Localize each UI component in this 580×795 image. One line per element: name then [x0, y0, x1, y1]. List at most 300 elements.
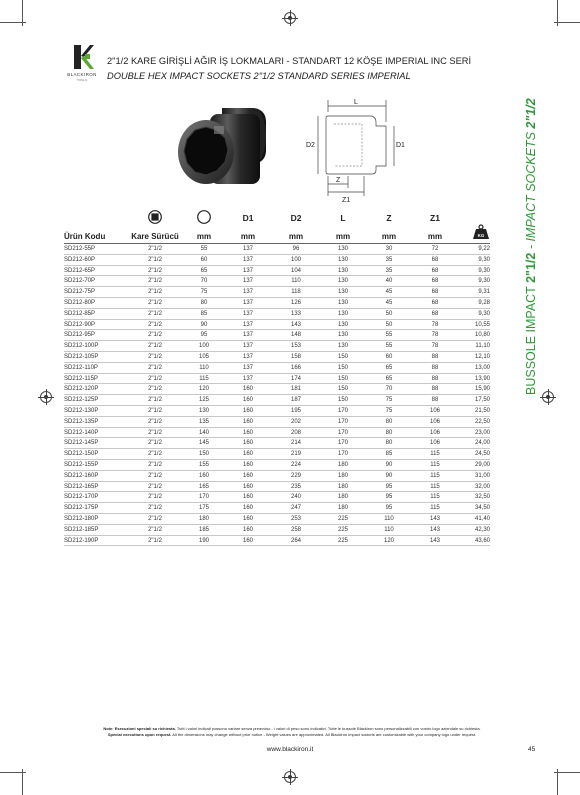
cell-code: SD212-150P — [64, 451, 99, 458]
cell-weight: 24,50 — [474, 451, 490, 458]
cell-weight: 32,00 — [474, 483, 490, 490]
cell-d2: 247 — [290, 505, 301, 512]
header-z1: Z1 — [430, 213, 440, 223]
cell-l: 180 — [337, 461, 348, 468]
cell-z: 95 — [385, 483, 393, 490]
cell-drive: 2"1/2 — [148, 397, 162, 404]
dim-label-d1: D1 — [396, 142, 405, 149]
cell-z: 80 — [385, 429, 393, 436]
cell-drive: 2"1/2 — [148, 515, 162, 522]
header-z: Z — [386, 213, 392, 223]
cell-size: 150 — [198, 451, 209, 458]
table-row — [64, 406, 490, 417]
table-icon-header — [64, 210, 490, 230]
cell-weight: 13,00 — [474, 364, 490, 371]
side-title-size1: 2"1/2 — [524, 252, 538, 283]
header-d1: D1 — [242, 213, 254, 223]
cell-code: SD212-80P — [64, 299, 96, 306]
cell-d2: 219 — [290, 451, 301, 458]
cell-drive: 2"1/2 — [148, 256, 162, 263]
socket-dimension-drawing — [300, 96, 415, 204]
cell-l: 130 — [337, 278, 348, 285]
cell-weight: 9,28 — [478, 299, 490, 306]
cell-code: SD212-100P — [64, 343, 99, 350]
cell-d1: 137 — [242, 256, 253, 263]
cell-z: 65 — [385, 364, 393, 371]
cell-drive: 2"1/2 — [148, 386, 162, 393]
header-square-drive: Kare Sürücü — [131, 232, 179, 241]
cell-size: 180 — [198, 515, 209, 522]
cell-code: SD212-160P — [64, 472, 99, 479]
cell-z1: 78 — [431, 343, 439, 350]
page-title-english: DOUBLE HEX IMPACT SOCKETS 2"1/2 STANDARD SERIES IMPERIAL — [107, 71, 411, 81]
crop-mark — [0, 22, 26, 23]
cell-drive: 2"1/2 — [148, 353, 162, 360]
cell-z: 90 — [385, 461, 393, 468]
cell-z: 80 — [385, 418, 393, 425]
cell-drive: 2"1/2 — [148, 246, 162, 252]
cell-drive: 2"1/2 — [148, 440, 162, 447]
cell-drive: 2"1/2 — [148, 494, 162, 501]
cell-code: SD212-155P — [64, 461, 99, 468]
cell-size: 105 — [198, 353, 209, 360]
cell-size: 145 — [198, 440, 209, 447]
cell-d2: 208 — [290, 429, 301, 436]
cell-size: 115 — [199, 375, 209, 382]
cell-size: 185 — [198, 526, 209, 533]
cell-d2: 187 — [290, 397, 301, 404]
cell-d2: 253 — [290, 515, 301, 522]
cell-code: SD212-115P — [64, 375, 98, 382]
cell-l: 130 — [337, 332, 348, 339]
cell-drive: 2"1/2 — [148, 299, 162, 306]
table-row — [64, 244, 490, 255]
cell-d2: 174 — [290, 375, 301, 382]
cell-drive: 2"1/2 — [148, 505, 162, 512]
cell-drive: 2"1/2 — [148, 278, 162, 285]
cell-d1: 160 — [242, 472, 253, 479]
cell-z1: 106 — [429, 429, 440, 436]
cell-code: SD212-190P — [64, 537, 99, 544]
cell-l: 150 — [337, 386, 348, 393]
cell-code: SD212-165P — [64, 483, 99, 490]
cell-drive: 2"1/2 — [148, 289, 162, 296]
note-italian-bold: Esecuzioni speciali su richiesta. — [114, 726, 176, 731]
cell-l: 130 — [337, 289, 348, 296]
cell-d2: 143 — [290, 321, 301, 328]
brand-name: BLACKIRON — [67, 72, 97, 77]
cell-l: 170 — [337, 429, 348, 436]
cell-size: 55 — [200, 246, 208, 252]
cell-d2: 240 — [290, 494, 301, 501]
cell-z1: 106 — [429, 440, 440, 447]
cell-size: 120 — [198, 386, 209, 393]
note-label: Note: — [103, 726, 114, 731]
cell-code: SD212-125P — [64, 397, 99, 404]
cell-weight: 12,10 — [474, 353, 490, 360]
cell-code: SD212-170P — [64, 494, 99, 501]
cell-drive: 2"1/2 — [148, 451, 162, 458]
cell-drive: 2"1/2 — [148, 310, 162, 317]
crop-mark — [554, 22, 580, 23]
cell-drive: 2"1/2 — [148, 407, 162, 414]
table-row — [64, 525, 490, 536]
cell-z: 50 — [385, 321, 393, 328]
cell-d1: 137 — [242, 332, 253, 339]
cell-l: 180 — [337, 483, 348, 490]
note-italian-text: Tutti i valori indicati possono variare senza preavviso - i valori di peso sono indicativi. Tutte le bussole Blackiron sono personalizzabili con vostro logo aziendale su richiesta. — [175, 726, 481, 731]
cell-z1: 115 — [430, 451, 440, 458]
cell-z: 85 — [385, 451, 393, 458]
cell-z: 70 — [385, 386, 393, 393]
cell-d1: 160 — [242, 526, 253, 533]
table-row — [64, 276, 490, 287]
cell-size: 90 — [200, 321, 208, 328]
cell-weight: 17,50 — [474, 397, 490, 404]
cell-l: 170 — [337, 440, 348, 447]
cell-l: 130 — [337, 321, 348, 328]
cell-d2: 104 — [290, 267, 301, 274]
cell-z1: 68 — [431, 299, 439, 306]
cell-drive: 2"1/2 — [148, 418, 162, 425]
cell-d1: 137 — [242, 353, 253, 360]
cell-d1: 137 — [242, 246, 253, 252]
cell-z: 120 — [383, 537, 394, 544]
cell-size: 155 — [198, 461, 209, 468]
cell-z: 90 — [385, 472, 393, 479]
weight-icon — [450, 224, 490, 240]
side-title-part2: - IMPACT SOCKETS — [524, 128, 538, 253]
cell-z: 40 — [385, 278, 393, 285]
cell-l: 170 — [337, 451, 348, 458]
cell-z1: 115 — [430, 494, 440, 501]
brand-sub: TOOLS — [76, 78, 88, 82]
table-row — [64, 341, 490, 352]
cell-z: 45 — [385, 299, 393, 306]
cell-drive: 2"1/2 — [148, 321, 162, 328]
cell-d2: 214 — [290, 440, 301, 447]
cell-d2: 235 — [290, 483, 301, 490]
cell-d1: 160 — [242, 386, 253, 393]
cell-z1: 68 — [431, 289, 439, 296]
cell-z: 80 — [385, 440, 393, 447]
table-row — [64, 395, 490, 406]
cell-code: SD212-175P — [64, 505, 99, 512]
cell-d2: 133 — [290, 310, 301, 317]
cell-z1: 115 — [430, 483, 440, 490]
cell-d1: 160 — [242, 461, 253, 468]
cell-z1: 88 — [431, 364, 439, 371]
cell-z1: 115 — [430, 461, 440, 468]
table-row — [64, 363, 490, 374]
cell-code: SD212-70P — [64, 278, 96, 285]
cell-z1: 88 — [431, 397, 439, 404]
cell-weight: 9,22 — [478, 246, 490, 252]
cell-drive: 2"1/2 — [148, 429, 162, 436]
footer-note — [64, 726, 520, 738]
socket-photo — [170, 100, 275, 195]
header-l-unit: mm — [335, 232, 351, 241]
table-row — [64, 287, 490, 298]
cell-code: SD212-120P — [64, 386, 99, 393]
table-row — [64, 255, 490, 266]
table-row — [64, 309, 490, 320]
socket-size-icon — [184, 210, 224, 226]
cell-weight: 32,50 — [474, 494, 490, 501]
table-row — [64, 492, 490, 503]
side-title-part1: BUSSOLE IMPACT — [524, 282, 538, 395]
cell-size: 95 — [200, 332, 208, 339]
table-row — [64, 320, 490, 331]
cell-weight: 31,00 — [474, 472, 490, 479]
cell-z: 50 — [385, 310, 393, 317]
dim-label-d2: D2 — [306, 142, 315, 149]
blackiron-logo-icon — [72, 44, 94, 70]
cell-weight: 43,60 — [474, 537, 490, 544]
cell-code: SD212-90P — [64, 321, 96, 328]
side-section-title — [524, 65, 538, 395]
cell-z: 55 — [385, 332, 393, 339]
cell-weight: 10,80 — [474, 332, 490, 339]
cell-weight: 21,50 — [474, 407, 490, 414]
cell-l: 130 — [337, 299, 348, 306]
cell-weight: 34,50 — [474, 505, 490, 512]
cell-size: 175 — [198, 505, 209, 512]
dim-label-l: L — [354, 99, 358, 106]
cell-l: 180 — [337, 494, 348, 501]
table-row — [64, 417, 490, 428]
table-unit-header — [64, 230, 490, 244]
cell-d2: 158 — [290, 353, 301, 360]
cell-drive: 2"1/2 — [148, 267, 162, 274]
product-table — [64, 210, 490, 546]
cell-l: 130 — [337, 343, 348, 350]
cell-d1: 160 — [242, 407, 253, 414]
table-row — [64, 471, 490, 482]
cell-code: SD212-145P — [64, 440, 99, 447]
registration-mark — [542, 391, 554, 403]
cell-z1: 106 — [429, 407, 440, 414]
table-row — [64, 503, 490, 514]
table-body — [64, 244, 490, 546]
cell-weight: 42,30 — [474, 526, 490, 533]
cell-d1: 160 — [242, 429, 253, 436]
note-english-text: All the dimensions may change without prior notice - Weight values are approximated. All Blackiron impact sockets are customizable with your company logo under request. — [171, 732, 477, 737]
cell-drive: 2"1/2 — [148, 364, 162, 371]
cell-d1: 137 — [242, 289, 253, 296]
cell-d2: 264 — [290, 537, 301, 544]
cell-z1: 72 — [431, 246, 439, 252]
cell-l: 130 — [337, 256, 348, 263]
cell-code: SD212-105P — [64, 353, 99, 360]
cell-code: SD212-55P — [64, 246, 96, 252]
cell-weight: 23,00 — [474, 429, 490, 436]
registration-mark — [284, 771, 296, 783]
cell-d1: 160 — [242, 537, 253, 544]
cell-drive: 2"1/2 — [148, 526, 162, 533]
header-size-unit: mm — [196, 232, 212, 241]
cell-size: 165 — [198, 483, 209, 490]
page-number: 45 — [528, 746, 536, 753]
cell-z: 65 — [385, 375, 393, 382]
cell-d1: 137 — [242, 278, 253, 285]
cell-drive: 2"1/2 — [148, 375, 162, 382]
cell-drive: 2"1/2 — [148, 461, 162, 468]
cell-d1: 137 — [242, 343, 253, 350]
cell-weight: 9,30 — [478, 310, 490, 317]
cell-z: 95 — [385, 505, 393, 512]
cell-l: 150 — [337, 397, 348, 404]
cell-d1: 160 — [242, 505, 253, 512]
cell-size: 160 — [198, 472, 209, 479]
note-english-bold: Special executions upon request. — [107, 732, 172, 737]
cell-d1: 160 — [242, 483, 253, 490]
cell-drive: 2"1/2 — [148, 343, 162, 350]
cell-l: 180 — [337, 505, 348, 512]
table-row — [64, 352, 490, 363]
cell-d2: 258 — [290, 526, 301, 533]
brand-logo — [62, 44, 102, 92]
cell-d2: 202 — [290, 418, 301, 425]
cell-d2: 181 — [290, 386, 301, 393]
cell-z1: 68 — [431, 310, 439, 317]
cell-z1: 115 — [430, 505, 440, 512]
cell-size: 140 — [198, 429, 209, 436]
cell-drive: 2"1/2 — [148, 537, 162, 544]
header-z1-unit: mm — [427, 232, 443, 241]
cell-z1: 78 — [431, 321, 439, 328]
cell-code: SD212-85P — [64, 310, 96, 317]
cell-z: 35 — [385, 256, 393, 263]
cell-weight: 15,90 — [474, 386, 490, 393]
header-product-code: Ürün Kodu — [64, 232, 106, 241]
header-d1-unit: mm — [240, 232, 256, 241]
cell-drive: 2"1/2 — [148, 472, 162, 479]
cell-size: 60 — [200, 256, 208, 263]
header-l: L — [340, 213, 346, 223]
table-row — [64, 460, 490, 471]
cell-d2: 153 — [290, 343, 301, 350]
cell-weight: 10,55 — [474, 321, 490, 328]
cell-l: 130 — [337, 246, 348, 252]
cell-l: 180 — [337, 472, 348, 479]
cell-d1: 137 — [242, 310, 253, 317]
cell-l: 225 — [337, 515, 348, 522]
cell-code: SD212-140P — [64, 429, 99, 436]
cell-d1: 160 — [242, 451, 253, 458]
cell-size: 75 — [200, 289, 208, 296]
cell-z1: 88 — [431, 375, 439, 382]
cell-z1: 143 — [429, 515, 440, 522]
cell-d2: 195 — [290, 407, 301, 414]
cell-size: 190 — [198, 537, 209, 544]
table-row — [64, 374, 490, 385]
cell-weight: 13,90 — [474, 375, 490, 382]
cell-weight: 9,30 — [478, 256, 490, 263]
header-d2-unit: mm — [288, 232, 304, 241]
cell-d2: 100 — [290, 256, 301, 263]
cell-d1: 160 — [242, 515, 253, 522]
cell-d2: 166 — [290, 364, 301, 371]
cell-z1: 106 — [429, 418, 440, 425]
cell-z: 45 — [385, 289, 393, 296]
cell-weight: 9,31 — [478, 289, 490, 296]
square-drive-icon — [126, 210, 184, 226]
cell-size: 125 — [198, 397, 209, 404]
cell-code: SD212-130P — [64, 407, 99, 414]
registration-mark — [284, 12, 296, 24]
cell-d1: 160 — [242, 397, 253, 404]
cell-d1: 137 — [242, 375, 253, 382]
cell-z: 110 — [384, 515, 394, 522]
cell-size: 100 — [198, 343, 209, 350]
dim-label-z: Z — [336, 177, 341, 184]
header-z-unit: mm — [381, 232, 397, 241]
cell-size: 135 — [198, 418, 209, 425]
cell-weight: 24,00 — [474, 440, 490, 447]
cell-size: 110 — [199, 364, 209, 371]
website-url[interactable]: www.blackiron.it — [266, 746, 314, 753]
dim-label-z1: Z1 — [342, 197, 351, 204]
header-d2: D2 — [290, 213, 302, 223]
cell-size: 80 — [200, 299, 208, 306]
cell-d1: 137 — [242, 267, 253, 274]
cell-d2: 224 — [290, 461, 301, 468]
cell-l: 130 — [337, 267, 348, 274]
table-row — [64, 384, 490, 395]
cell-weight: 11,10 — [475, 343, 490, 350]
cell-size: 85 — [200, 310, 208, 317]
cell-d2: 148 — [290, 332, 301, 339]
table-row — [64, 449, 490, 460]
cell-d1: 137 — [242, 299, 253, 306]
cell-l: 225 — [337, 537, 348, 544]
cell-code: SD212-95P — [64, 332, 96, 339]
cell-size: 70 — [200, 278, 208, 285]
side-title-size2: 2"1/2 — [524, 98, 538, 129]
table-row — [64, 536, 490, 547]
table-row — [64, 438, 490, 449]
cell-z1: 68 — [431, 267, 439, 274]
weight-unit: KG — [477, 233, 485, 238]
crop-mark — [554, 772, 580, 773]
cell-d2: 118 — [291, 289, 301, 296]
cell-z: 75 — [385, 397, 393, 404]
cell-z1: 88 — [431, 353, 439, 360]
cell-z1: 143 — [429, 537, 440, 544]
cell-d1: 137 — [242, 364, 253, 371]
cell-z1: 88 — [431, 386, 439, 393]
cell-weight: 22,50 — [474, 418, 490, 425]
cell-d2: 110 — [291, 278, 301, 285]
cell-z: 110 — [384, 526, 394, 533]
cell-z1: 68 — [431, 278, 439, 285]
cell-code: SD212-60P — [64, 256, 96, 263]
crop-mark — [0, 772, 26, 773]
cell-weight: 9,30 — [478, 267, 490, 274]
cell-z: 55 — [385, 343, 393, 350]
cell-z: 60 — [385, 353, 393, 360]
cell-z: 75 — [385, 407, 393, 414]
table-row — [64, 514, 490, 525]
cell-z1: 68 — [431, 256, 439, 263]
cell-code: SD212-135P — [64, 418, 99, 425]
cell-code: SD212-75P — [64, 289, 96, 296]
cell-size: 65 — [200, 267, 208, 274]
cell-l: 170 — [337, 418, 348, 425]
cell-drive: 2"1/2 — [148, 483, 162, 490]
page-title-turkish: 2"1/2 KARE GİRİŞLİ AĞIR İŞ LOKMALARI - STANDART 12 KÖŞE IMPERIAL INC SERİ — [107, 56, 472, 66]
